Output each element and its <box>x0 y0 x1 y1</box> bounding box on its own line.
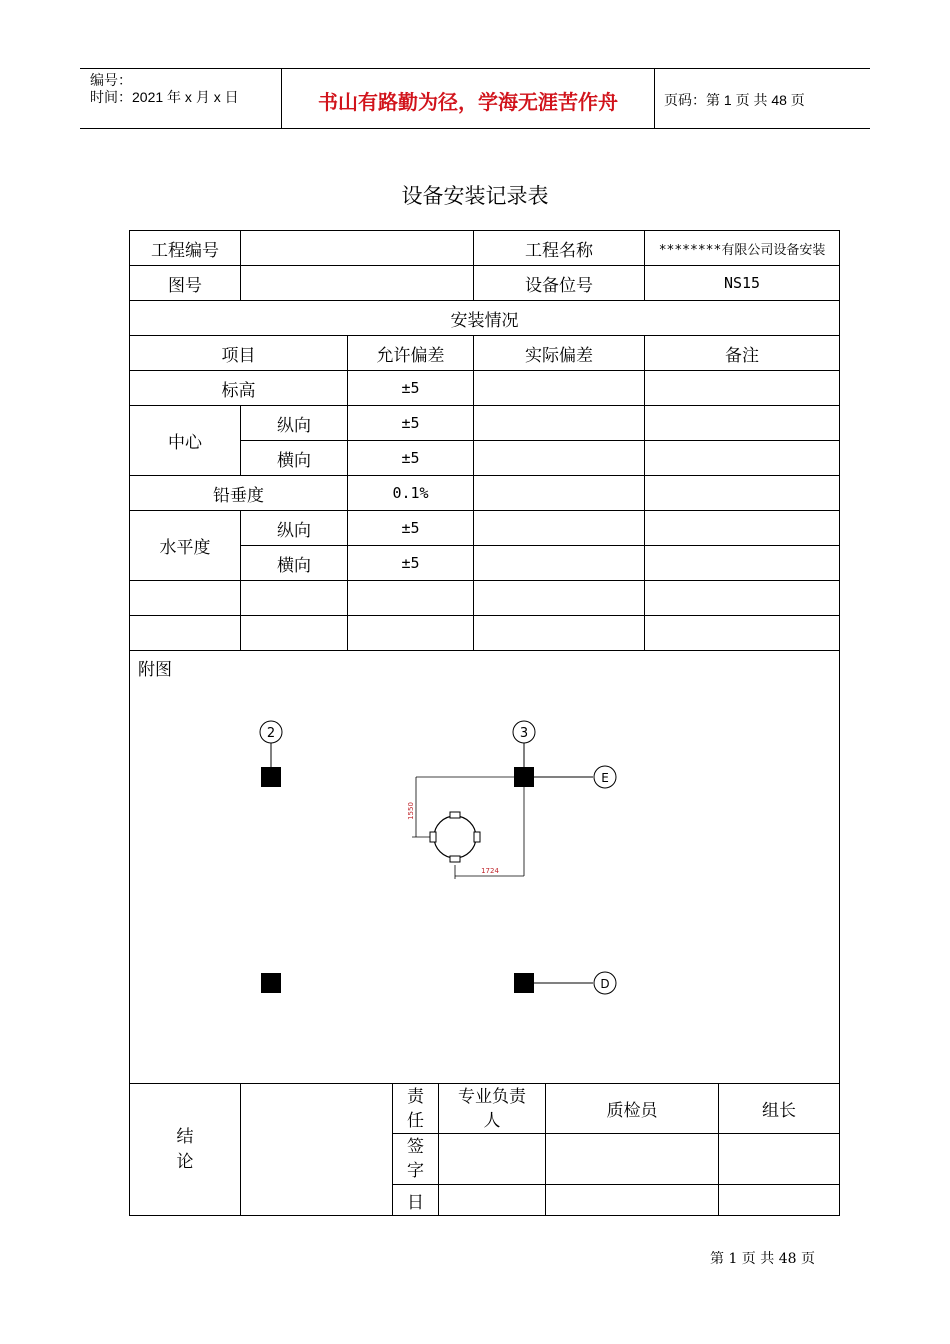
professional-lead-label: 专业负责 人 <box>439 1084 546 1134</box>
row-verticality-label: 铅垂度 <box>130 476 348 511</box>
drawing-number-value[interactable] <box>241 266 474 301</box>
row-levelness-long-remark[interactable] <box>645 511 840 546</box>
blank-cell[interactable] <box>241 616 348 651</box>
professional-lead-signature[interactable] <box>439 1134 546 1185</box>
team-leader-label: 组长 <box>719 1084 840 1134</box>
equipment-position-label: 设备位号 <box>474 266 645 301</box>
row-levelness-trans-allowed: ±5 <box>348 546 474 581</box>
header-meta <box>90 72 239 106</box>
row-elevation-actual[interactable] <box>474 371 645 406</box>
column-marker <box>261 767 281 787</box>
team-leader-date[interactable] <box>719 1185 840 1216</box>
blank-cell[interactable] <box>241 581 348 616</box>
signature-char: 字 <box>407 1161 424 1181</box>
project-number-value[interactable] <box>241 231 474 266</box>
attachment-label: 附图 <box>138 660 172 680</box>
row-elevation-remark[interactable] <box>645 371 840 406</box>
responsibility-char: 任 <box>407 1110 424 1131</box>
blank-cell[interactable] <box>348 581 474 616</box>
footer-page-number: 第 1 页 共 48 页 <box>710 1251 815 1267</box>
row-center-trans-actual[interactable] <box>474 441 645 476</box>
row-levelness-label: 水平度 <box>130 511 241 581</box>
project-name-label: 工程名称 <box>474 231 645 266</box>
blank-cell[interactable] <box>130 616 241 651</box>
header-top-rule <box>80 68 870 69</box>
page-title: 设备安装记录表 <box>401 184 549 208</box>
document-number-label: 编号： <box>90 72 132 88</box>
row-center-trans-remark[interactable] <box>645 441 840 476</box>
row-levelness-trans-actual[interactable] <box>474 546 645 581</box>
document-time-label: 时间：2021 年 x 月 x 日 <box>90 89 239 105</box>
dimension-horizontal-label: 1724 <box>481 867 499 875</box>
blank-cell[interactable] <box>645 616 840 651</box>
layout-drawing <box>130 651 838 1083</box>
attachment-area <box>130 651 840 1084</box>
inspector-date[interactable] <box>546 1185 719 1216</box>
project-name-value[interactable]: ********有限公司设备安装 <box>645 231 840 266</box>
signature-char: 签 <box>407 1137 424 1157</box>
header-page-number: 页码：第 1 页 共 48 页 <box>664 92 805 108</box>
blank-cell[interactable] <box>348 616 474 651</box>
row-center-long-allowed: ±5 <box>348 406 474 441</box>
row-elevation-label: 标高 <box>130 371 348 406</box>
project-number-label: 工程编号 <box>130 231 241 266</box>
col-header-allowed: 允许偏差 <box>348 336 474 371</box>
row-center-long-actual[interactable] <box>474 406 645 441</box>
row-center-label: 中心 <box>130 406 241 476</box>
installation-record-table <box>129 230 840 1084</box>
header-divider <box>654 68 655 129</box>
drawing-number-label: 图号 <box>130 266 241 301</box>
row-verticality-remark[interactable] <box>645 476 840 511</box>
row-center-transverse: 横向 <box>241 441 348 476</box>
signature-label <box>393 1134 439 1185</box>
header-bottom-rule <box>80 128 870 129</box>
column-marker <box>261 973 281 993</box>
col-header-actual: 实际偏差 <box>474 336 645 371</box>
row-verticality-actual[interactable] <box>474 476 645 511</box>
row-center-longitudinal: 纵向 <box>241 406 348 441</box>
equipment-lug <box>474 832 480 842</box>
responsibility-char: 责 <box>407 1086 424 1107</box>
row-center-trans-allowed: ±5 <box>348 441 474 476</box>
axis-2-label: 2 <box>266 726 276 741</box>
conclusion-label: 结 论 <box>130 1084 241 1216</box>
row-levelness-long-actual[interactable] <box>474 511 645 546</box>
col-header-item: 项目 <box>130 336 348 371</box>
axis-D-label: D <box>600 977 610 991</box>
header-motto: 书山有路勤为径，学海无涯苦作舟 <box>318 90 618 114</box>
signoff-table <box>129 1083 840 1216</box>
row-elevation-allowed: ±5 <box>348 371 474 406</box>
row-levelness-longitudinal: 纵向 <box>241 511 348 546</box>
inspector-label: 质检员 <box>546 1084 719 1134</box>
blank-cell[interactable] <box>130 581 241 616</box>
professional-lead-date[interactable] <box>439 1185 546 1216</box>
section-title: 安装情况 <box>130 301 840 336</box>
axis-3-label: 3 <box>519 726 529 741</box>
col-header-remark: 备注 <box>645 336 840 371</box>
blank-cell[interactable] <box>645 581 840 616</box>
equipment-lug <box>430 832 436 842</box>
dimension-vertical-label: 1550 <box>407 802 415 820</box>
column-marker <box>514 767 534 787</box>
equipment-lug <box>450 856 460 862</box>
inspector-signature[interactable] <box>546 1134 719 1185</box>
equipment-position-value[interactable]: NS15 <box>645 266 840 301</box>
equipment-lug <box>450 812 460 818</box>
equipment-outline <box>434 816 476 858</box>
responsibility-label <box>393 1084 439 1134</box>
blank-cell[interactable] <box>474 581 645 616</box>
conclusion-value[interactable] <box>241 1084 393 1216</box>
column-marker <box>514 973 534 993</box>
row-levelness-transverse: 横向 <box>241 546 348 581</box>
row-center-long-remark[interactable] <box>645 406 840 441</box>
row-levelness-trans-remark[interactable] <box>645 546 840 581</box>
row-levelness-long-allowed: ±5 <box>348 511 474 546</box>
team-leader-signature[interactable] <box>719 1134 840 1185</box>
axis-E-label: E <box>601 771 609 785</box>
row-verticality-allowed: 0.1% <box>348 476 474 511</box>
blank-cell[interactable] <box>474 616 645 651</box>
date-label: 日 <box>393 1185 439 1216</box>
